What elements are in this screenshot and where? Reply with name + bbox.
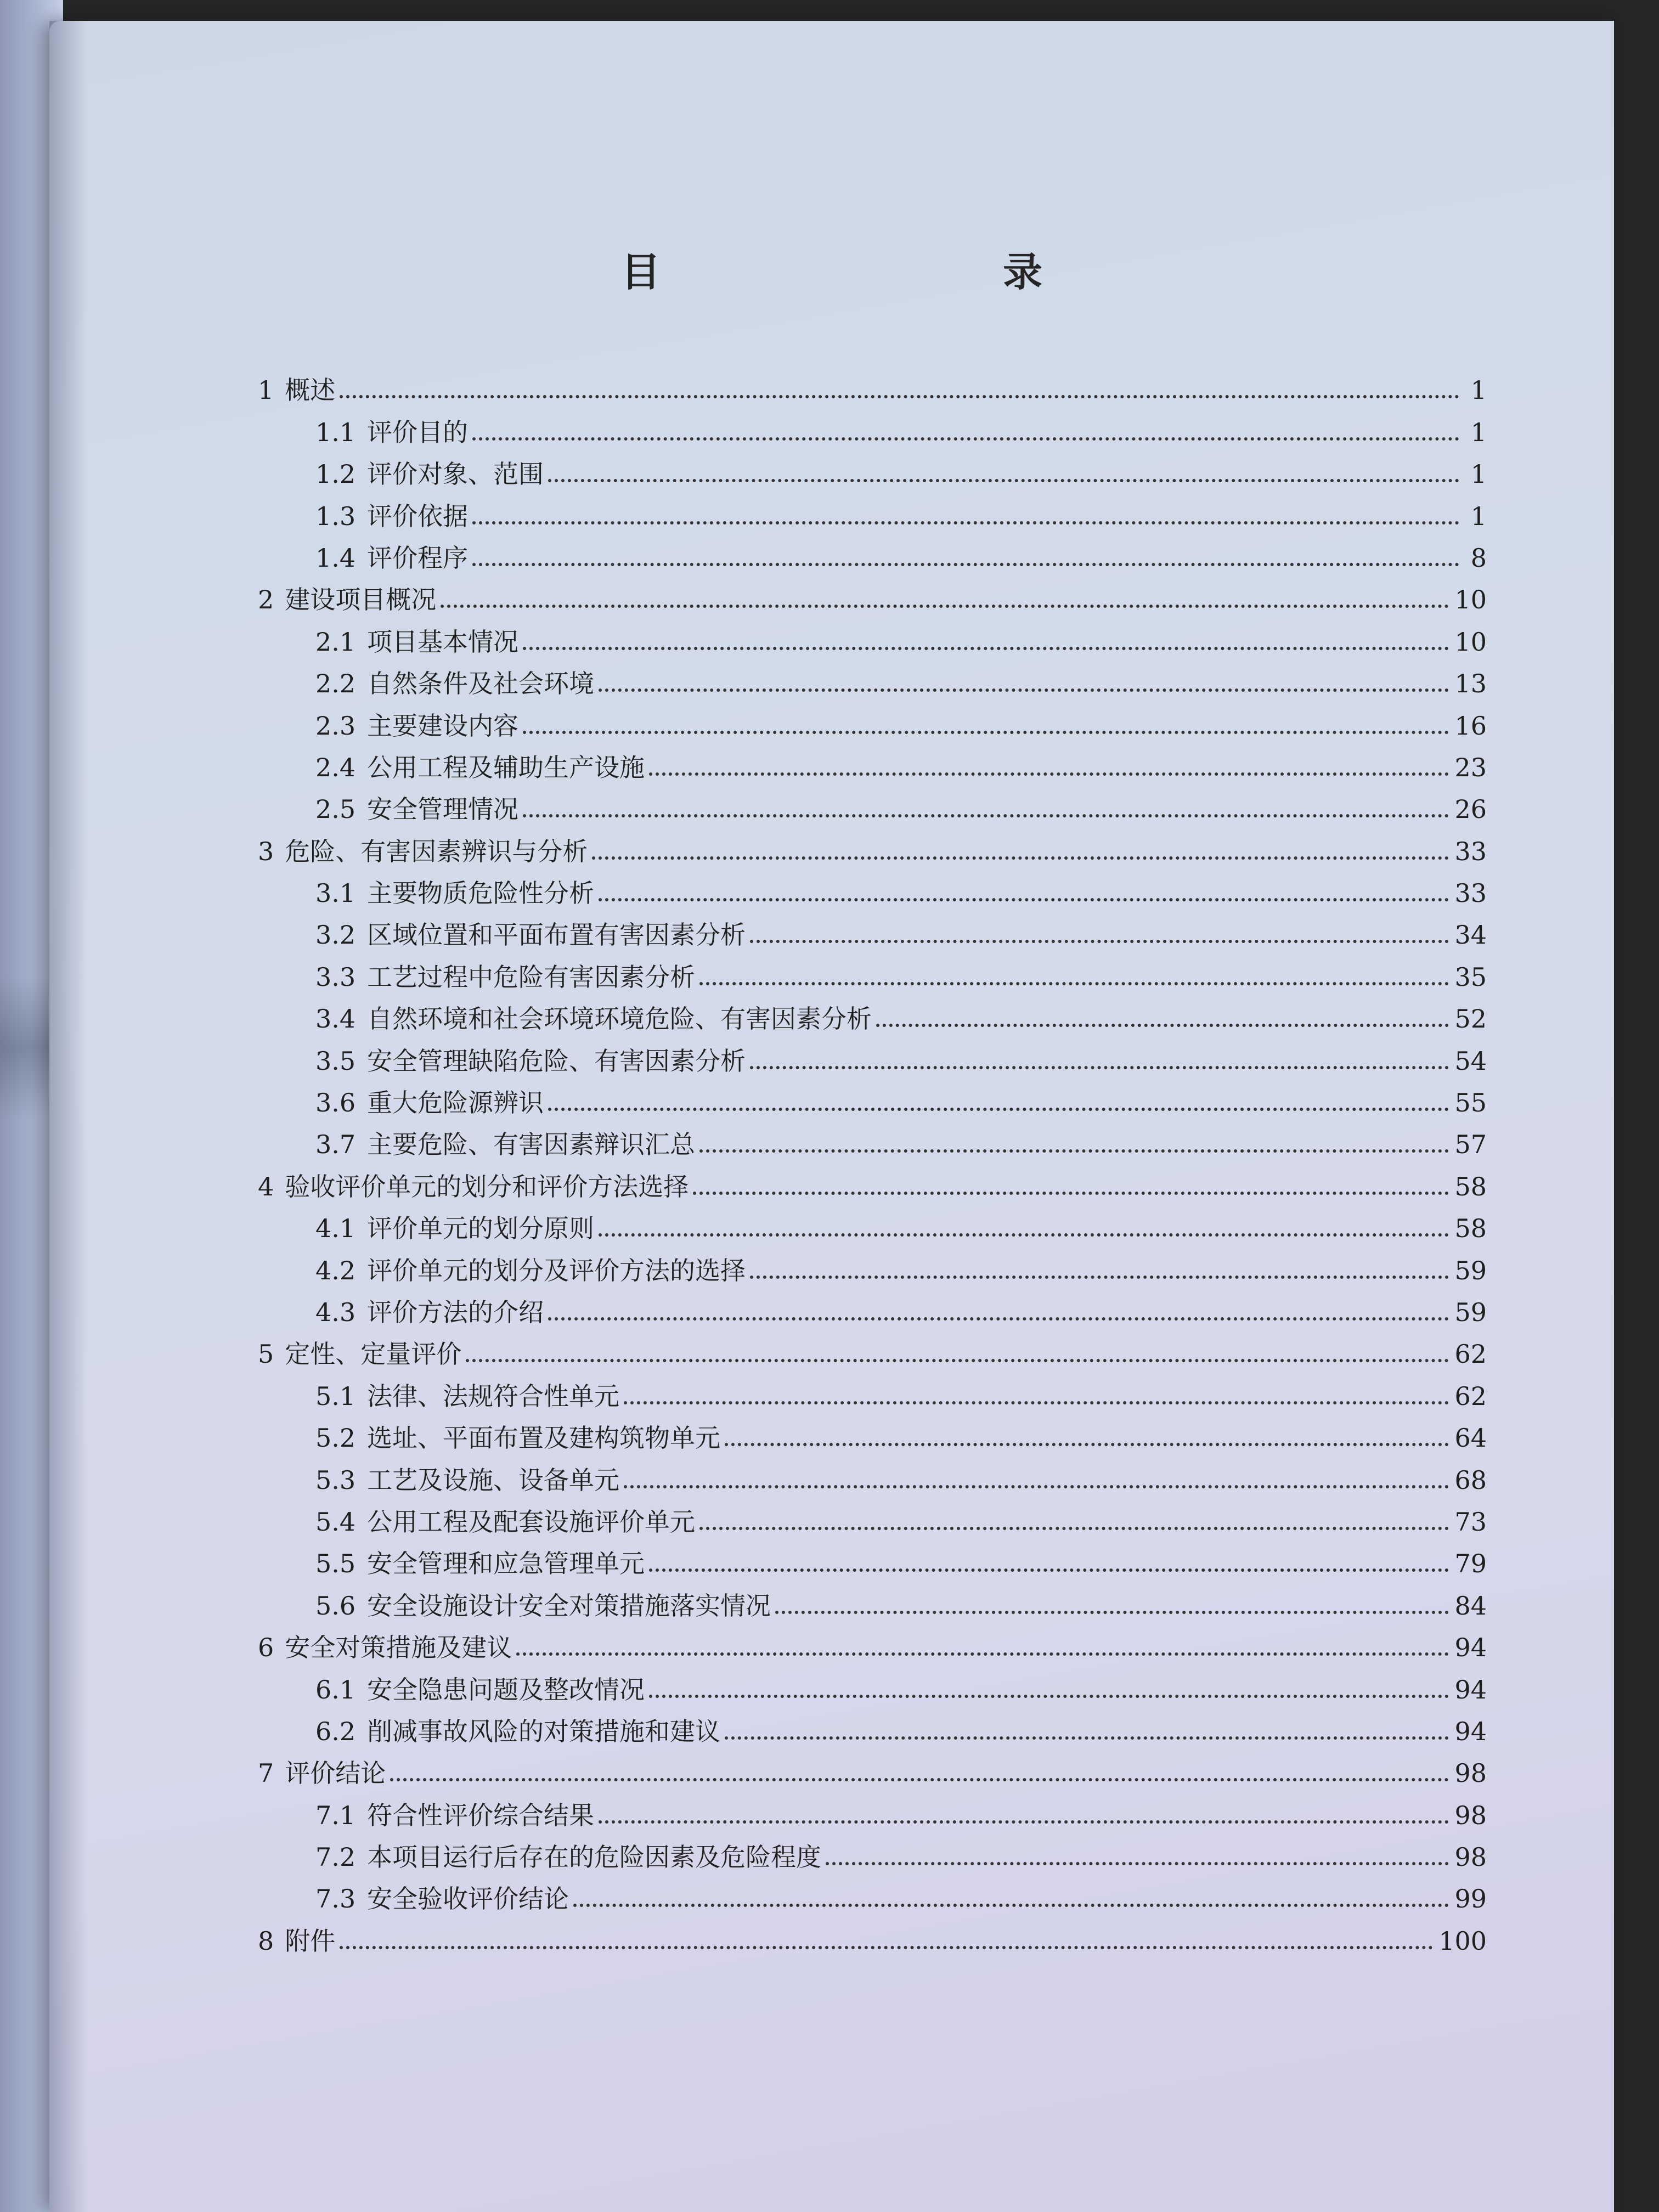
toc-section-entry [203, 696, 1487, 741]
dot-leader [624, 1485, 1449, 1488]
dot-leader [472, 563, 1459, 566]
toc-entry-title: 附件 [285, 1926, 336, 1956]
dot-leader [548, 1108, 1449, 1111]
toc-entry-title: 安全管理情况 [367, 794, 518, 825]
toc-section-entry [203, 403, 1487, 447]
toc-page-number: 55 [1454, 1088, 1487, 1118]
toc-entry-title: 主要建设内容 [367, 710, 518, 741]
toc-entry-title: 公用工程及辅助生产设施 [367, 752, 645, 782]
dot-leader [649, 772, 1449, 776]
dot-leader [826, 1862, 1449, 1865]
dot-leader [725, 1443, 1449, 1446]
toc-entry-number: 1.2 [315, 459, 356, 489]
dot-leader [523, 814, 1449, 817]
toc-entry-number: 3.7 [315, 1130, 356, 1160]
toc-section-entry [203, 1283, 1487, 1325]
toc-page-number: 73 [1454, 1506, 1487, 1537]
toc-page-number: 23 [1454, 752, 1487, 782]
toc-entry-title: 工艺及设施、设备单元 [367, 1465, 619, 1495]
page-gutter-shadow [49, 21, 88, 2212]
dot-leader [472, 521, 1459, 524]
toc-page-number: 79 [1454, 1549, 1487, 1579]
toc-entry-title: 安全对策措施及建议 [285, 1633, 512, 1663]
dot-leader [390, 1778, 1449, 1781]
toc-page-number: 84 [1454, 1590, 1487, 1621]
toc-chapter-entry [203, 822, 1487, 864]
dot-leader [649, 1695, 1449, 1698]
toc-page-number: 100 [1438, 1926, 1487, 1956]
toc-entry-number: 1.1 [315, 417, 356, 447]
toc-entry-title: 定性、定量评价 [285, 1339, 462, 1369]
toc-page-number: 1 [1470, 501, 1487, 531]
toc-entry-number: 5.3 [315, 1465, 356, 1495]
toc-entry-title: 项目基本情况 [367, 627, 518, 657]
toc-page-number: 64 [1454, 1423, 1487, 1453]
toc-entry-number: 2.5 [315, 794, 356, 825]
toc-entry-title: 评价单元的划分原则 [367, 1214, 594, 1244]
toc-entry-title: 自然条件及社会环境 [367, 669, 594, 699]
toc-entry-title: 削减事故风险的对策措施和建议 [367, 1716, 720, 1746]
toc-entry-number: 3.5 [315, 1046, 356, 1076]
toc-entry-number: 5.5 [315, 1549, 356, 1579]
toc-entry-title: 验收评价单元的划分和评价方法选择 [285, 1171, 689, 1201]
toc-page-number: 16 [1454, 710, 1487, 741]
toc-section-entry [203, 780, 1487, 825]
toc-entry-title: 评价单元的划分及评价方法的选择 [367, 1255, 746, 1285]
toc-page-number: 68 [1454, 1465, 1487, 1495]
toc-entry-title: 评价结论 [285, 1758, 386, 1788]
page-title: 目 录 [620, 249, 1130, 295]
toc-entry-number: 8 [258, 1926, 274, 1956]
toc-entry-title: 危险、有害因素辨识与分析 [285, 836, 588, 866]
toc-chapter-entry [203, 1911, 1487, 1956]
toc-section-entry [203, 1451, 1487, 1495]
dot-leader [624, 1401, 1449, 1404]
toc-entry-number: 5.2 [315, 1423, 356, 1453]
toc-page-number: 33 [1454, 878, 1487, 909]
toc-section-entry [203, 654, 1487, 699]
dot-leader [592, 856, 1449, 860]
toc-entry-number: 4.1 [315, 1214, 356, 1244]
toc-entry-number: 2.4 [315, 752, 356, 782]
toc-entry-number: 7 [258, 1758, 274, 1788]
toc-section-entry [203, 1199, 1487, 1244]
toc-entry-title: 概述 [285, 375, 336, 405]
toc-page-number: 8 [1470, 543, 1487, 573]
toc-entry-title: 建设项目概况 [285, 585, 437, 615]
dot-leader [750, 940, 1449, 943]
toc-page-number: 58 [1454, 1214, 1487, 1244]
toc-entry-title: 安全管理和应急管理单元 [367, 1549, 645, 1579]
toc-entry-number: 2.1 [315, 627, 356, 657]
dot-leader [523, 731, 1449, 734]
toc-page-number: 98 [1454, 1842, 1487, 1872]
toc-section-entry [203, 1786, 1487, 1830]
dot-leader [516, 1652, 1449, 1656]
toc-entry-number: 7.2 [315, 1842, 356, 1872]
toc-page-number: 59 [1454, 1255, 1487, 1285]
toc-entry-title: 主要危险、有害因素辩识汇总 [367, 1130, 695, 1160]
toc-page-number: 54 [1454, 1046, 1487, 1076]
toc-page-number: 1 [1470, 459, 1487, 489]
toc-section-entry [203, 906, 1487, 950]
toc-page-number: 94 [1454, 1633, 1487, 1663]
toc-chapter-entry [203, 1618, 1487, 1663]
toc-entry-title: 评价程序 [367, 543, 468, 573]
dot-leader [548, 1317, 1449, 1321]
toc-entry-title: 安全隐患问题及整改情况 [367, 1674, 645, 1705]
toc-entry-title: 法律、法规符合性单元 [367, 1381, 619, 1411]
toc-section-entry [203, 1660, 1487, 1705]
toc-entry-number: 2.2 [315, 669, 356, 699]
toc-entry-title: 本项目运行后存在的危险因素及危险程度 [367, 1842, 821, 1872]
toc-chapter-entry [203, 571, 1487, 615]
toc-section-entry [203, 487, 1487, 531]
toc-entry-number: 3.1 [315, 878, 356, 909]
dot-leader [523, 647, 1449, 650]
toc-entry-title: 安全管理缺陷危险、有害因素分析 [367, 1046, 746, 1076]
toc-entry-number: 1 [258, 375, 274, 405]
toc-section-entry [203, 1870, 1487, 1914]
table-of-contents [203, 361, 1487, 1954]
toc-entry-title: 主要物质危险性分析 [367, 878, 594, 909]
toc-section-entry [203, 1367, 1487, 1411]
dot-leader [548, 479, 1459, 482]
toc-entry-number: 6 [258, 1633, 274, 1663]
toc-section-entry [203, 1493, 1487, 1537]
dot-leader [693, 1192, 1449, 1195]
toc-entry-title: 评价依据 [367, 501, 468, 531]
toc-chapter-entry [203, 361, 1487, 403]
toc-section-entry [203, 445, 1487, 487]
toc-page-number: 33 [1454, 836, 1487, 866]
toc-entry-title: 工艺过程中危险有害因素分析 [367, 962, 695, 992]
toc-section-entry [203, 1534, 1487, 1579]
dot-leader [599, 689, 1449, 692]
toc-section-entry [203, 1031, 1487, 1076]
dot-leader [750, 1066, 1449, 1069]
toc-section-entry [203, 1409, 1487, 1451]
dot-leader [649, 1568, 1449, 1572]
toc-entry-number: 3.3 [315, 962, 356, 992]
dot-leader [340, 395, 1459, 398]
document-page [49, 21, 1614, 2212]
toc-entry-number: 5 [258, 1339, 274, 1369]
toc-section-entry [203, 1074, 1487, 1118]
toc-section-entry [203, 738, 1487, 780]
toc-page-number: 10 [1454, 585, 1487, 615]
toc-entry-number: 3.4 [315, 1004, 356, 1034]
toc-entry-number: 1.3 [315, 501, 356, 531]
dot-leader [725, 1736, 1449, 1740]
toc-page-number: 98 [1454, 1800, 1487, 1830]
toc-page-number: 59 [1454, 1297, 1487, 1327]
toc-page-number: 1 [1470, 417, 1487, 447]
toc-entry-title: 评价方法的介绍 [367, 1297, 544, 1327]
toc-page-number: 57 [1454, 1130, 1487, 1160]
dot-leader [599, 1820, 1449, 1824]
dot-leader [699, 982, 1449, 985]
dot-leader [699, 1527, 1449, 1530]
dot-leader [775, 1611, 1449, 1614]
dot-leader [466, 1359, 1449, 1362]
toc-entry-number: 4.2 [315, 1255, 356, 1285]
dot-leader [876, 1024, 1449, 1027]
toc-section-entry [203, 1702, 1487, 1744]
toc-page-number: 94 [1454, 1716, 1487, 1746]
dot-leader [340, 1946, 1433, 1949]
toc-chapter-entry [203, 1157, 1487, 1199]
toc-entry-number: 5.1 [315, 1381, 356, 1411]
toc-entry-number: 7.3 [315, 1884, 356, 1914]
toc-page-number: 62 [1454, 1381, 1487, 1411]
toc-entry-number: 2 [258, 585, 274, 615]
toc-entry-number: 5.6 [315, 1590, 356, 1621]
toc-entry-title: 自然环境和社会环境环境危险、有害因素分析 [367, 1004, 872, 1034]
dot-leader [750, 1276, 1449, 1279]
toc-entry-number: 6.2 [315, 1716, 356, 1746]
dot-leader [573, 1904, 1449, 1907]
toc-section-entry [203, 612, 1487, 657]
toc-entry-number: 3.6 [315, 1088, 356, 1118]
toc-section-entry [203, 1241, 1487, 1283]
toc-entry-number: 3.2 [315, 920, 356, 950]
toc-section-entry [203, 529, 1487, 571]
toc-page-number: 35 [1454, 962, 1487, 992]
toc-page-number: 94 [1454, 1674, 1487, 1705]
toc-entry-number: 7.1 [315, 1800, 356, 1830]
toc-entry-title: 区域位置和平面布置有害因素分析 [367, 920, 746, 950]
dot-leader [599, 898, 1449, 901]
toc-page-number: 62 [1454, 1339, 1487, 1369]
toc-entry-title: 安全验收评价结论 [367, 1884, 569, 1914]
dot-leader [441, 605, 1449, 608]
toc-entry-number: 5.4 [315, 1506, 356, 1537]
dot-leader [599, 1233, 1449, 1237]
toc-entry-title: 安全设施设计安全对策措施落实情况 [367, 1590, 771, 1621]
toc-entry-title: 评价对象、范围 [367, 459, 544, 489]
toc-entry-title: 符合性评价综合结果 [367, 1800, 594, 1830]
dot-leader [472, 437, 1459, 441]
toc-page-number: 10 [1454, 627, 1487, 657]
toc-page-number: 26 [1454, 794, 1487, 825]
toc-page-number: 34 [1454, 920, 1487, 950]
toc-section-entry [203, 1576, 1487, 1621]
toc-entry-title: 选址、平面布置及建构筑物单元 [367, 1423, 720, 1453]
toc-entry-title: 重大危险源辨识 [367, 1088, 544, 1118]
toc-entry-number: 6.1 [315, 1674, 356, 1705]
toc-page-number: 52 [1454, 1004, 1487, 1034]
dot-leader [699, 1149, 1449, 1153]
toc-section-entry [203, 1828, 1487, 1870]
toc-section-entry [203, 864, 1487, 909]
toc-entry-number: 1.4 [315, 543, 356, 573]
toc-chapter-entry [203, 1744, 1487, 1786]
toc-page-number: 99 [1454, 1884, 1487, 1914]
toc-entry-number: 3 [258, 836, 274, 866]
toc-page-number: 13 [1454, 669, 1487, 699]
toc-entry-number: 4.3 [315, 1297, 356, 1327]
toc-section-entry [203, 947, 1487, 992]
toc-section-entry [203, 990, 1487, 1034]
toc-page-number: 58 [1454, 1171, 1487, 1201]
toc-entry-number: 2.3 [315, 710, 356, 741]
toc-entry-number: 4 [258, 1171, 274, 1201]
toc-entry-title: 评价目的 [367, 417, 468, 447]
toc-page-number: 1 [1470, 375, 1487, 405]
toc-entry-title: 公用工程及配套设施评价单元 [367, 1506, 695, 1537]
toc-section-entry [203, 1115, 1487, 1160]
toc-page-number: 98 [1454, 1758, 1487, 1788]
toc-chapter-entry [203, 1325, 1487, 1367]
